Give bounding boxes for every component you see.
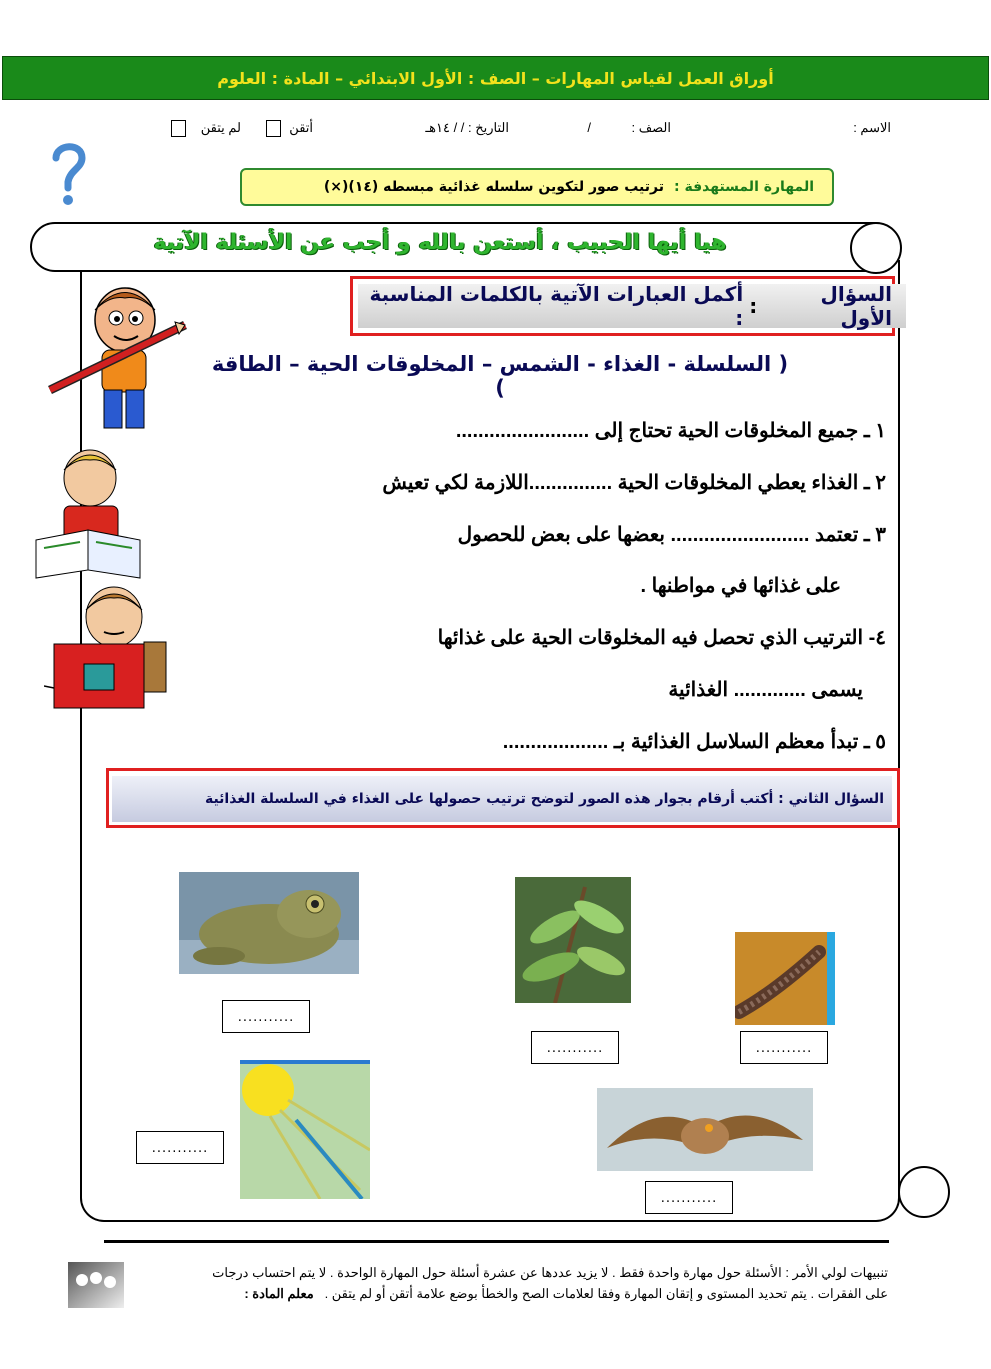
answer-box-owl[interactable]: ...........: [645, 1181, 733, 1214]
word-bank: ( السلسلة - الغذاء - الشمس – المخلوقات الحية – الطاقة ): [211, 352, 789, 400]
answer-box-plant[interactable]: ...........: [531, 1031, 619, 1064]
student-info-row: [150, 120, 891, 144]
owl-image: [597, 1088, 813, 1171]
parent-notes-line-2: على الفقرات . يتم تحديد المستوى و إتقان المهارة وفقا لعلامات الصح والخطأ بوضع علامة أتقن أو لم يتقن .: [324, 1286, 888, 1301]
question-mark-icon: [48, 140, 88, 210]
footer-divider: [104, 1240, 889, 1243]
boy-with-pencil-illustration: [40, 280, 190, 440]
not-mastered-label: لم يتقن: [200, 120, 241, 135]
question-2-title: السؤال الثاني :: [778, 791, 884, 807]
question-1-instruction: أكمل العبارات الآتية بالكلمات المناسبة :: [369, 282, 744, 330]
sun-rays-image: [240, 1060, 370, 1199]
publisher-logo-icon: [68, 1262, 124, 1308]
question-1-item-1: ١ ـ جميع المخلوقات الحية تحتاج إلى ........................: [455, 420, 886, 442]
boy-with-red-book-illustration: [44, 582, 174, 717]
skill-text: ترتيب صور لتكوين سلسله غذائية مبسطه (١٤)(×): [323, 179, 664, 195]
worksheet-title: أوراق العمل لقياس المهارات – الصف : الأول الابتدائي – المادة : العلوم: [217, 68, 774, 88]
parent-notes: [140, 1262, 888, 1304]
class-label: الصف :: [631, 120, 671, 135]
parent-notes-line-1: تنبيهات لولي الأمر : الأسئلة حول مهارة واحدة فقط . لا يزيد عددها عن عشرة أسئلة حول المهارة الواحدة . لا يتم احتساب درجات: [212, 1265, 888, 1280]
scroll-curl-top: [850, 222, 902, 274]
mastered-checkbox[interactable]: [266, 120, 281, 137]
question-1-item-4: ٤- الترتيب الذي تحصل فيه المخلوقات الحية على غذائها: [437, 627, 886, 649]
answer-box-sun[interactable]: ...........: [136, 1131, 224, 1164]
answer-box-frog[interactable]: ...........: [222, 1000, 310, 1033]
date-label: التاريخ : / / ١٤هـ: [425, 120, 509, 135]
banner-title: هيا أيها الحبيب ، أستعن بالله و أجب عن الأسئلة الآتية: [153, 230, 727, 255]
question-1-title: السؤال الأول: [820, 282, 892, 330]
question-1-separator: :: [749, 294, 758, 318]
caterpillar-image: [735, 932, 835, 1025]
not-mastered-checkbox[interactable]: [171, 120, 186, 137]
header-bar: [2, 56, 989, 100]
question-1-item-4-cont: يسمى ............. الغذائية: [668, 679, 863, 701]
mastered-label: أتقن: [289, 120, 313, 135]
name-label: الاسم :: [853, 120, 891, 135]
question-2-header: [112, 776, 892, 822]
class-separator: /: [587, 120, 591, 135]
answer-box-caterpillar[interactable]: ...........: [740, 1031, 828, 1064]
boy-reading-book-illustration: [28, 440, 148, 580]
target-skill-box: [240, 168, 834, 206]
question-1-header: [358, 284, 906, 328]
frog-image: [179, 872, 359, 974]
question-1-item-3: ٣ ـ تعتمد ......................... بعضها على بعض للحصول: [457, 524, 886, 546]
skill-label: المهارة المستهدفة :: [674, 179, 814, 195]
scroll-curl-bottom: [898, 1166, 950, 1218]
question-1-item-2: ٢ ـ الغذاء يعطي المخلوقات الحية ...............اللازمة لكي تعيش: [382, 472, 886, 494]
question-1-item-5: ٥ ـ تبدأ معظم السلاسل الغذائية بـ ...................: [502, 731, 886, 753]
question-2-instruction: أكتب أرقام بجوار هذه الصور لتوضح ترتيب حصولها على الغذاء في السلسلة الغذائية: [204, 791, 774, 807]
plant-leaves-image: [515, 877, 631, 1003]
teacher-label: معلم المادة :: [244, 1286, 314, 1301]
question-1-item-3-cont: على غذائها في مواطنها .: [640, 575, 841, 597]
